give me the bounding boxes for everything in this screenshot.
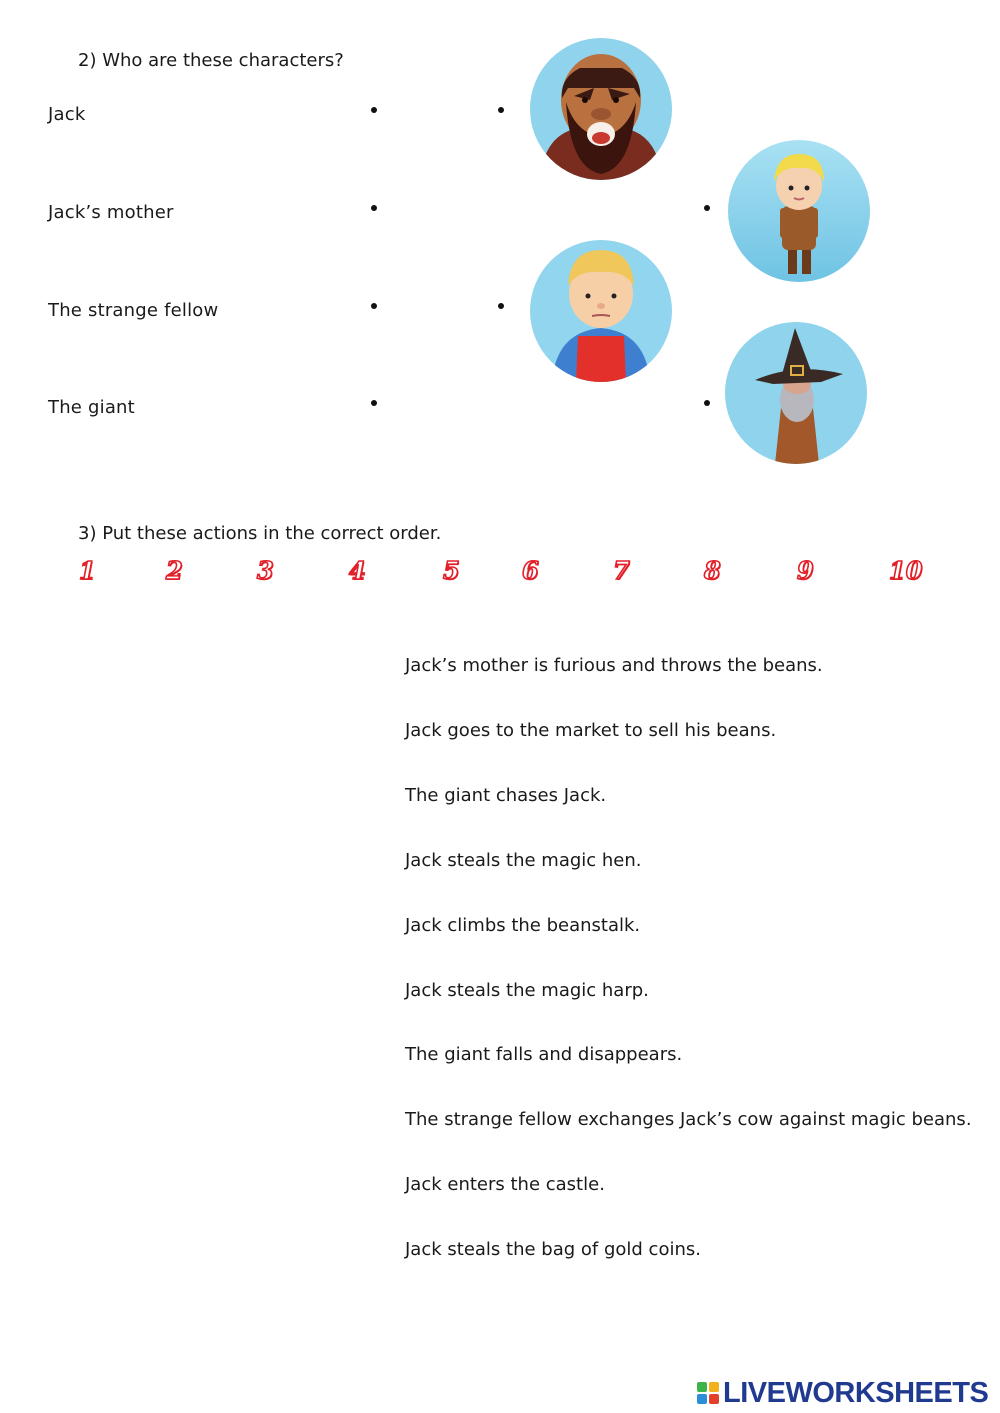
match-dot-right-giant[interactable] [498, 107, 504, 113]
character-name-jack: Jack [48, 104, 86, 125]
giant-portrait [530, 38, 672, 180]
mother-portrait [530, 240, 672, 382]
order-number-9: 9 [797, 556, 814, 585]
action-item-4[interactable]: Jack steals the magic hen. [405, 850, 642, 871]
character-name-giant: The giant [48, 397, 135, 418]
order-number-8: 8 [704, 556, 721, 585]
action-item-6[interactable]: Jack steals the magic harp. [405, 980, 649, 1001]
action-item-10[interactable]: Jack steals the bag of gold coins. [405, 1239, 701, 1260]
action-item-9[interactable]: Jack enters the castle. [405, 1174, 605, 1195]
order-number-1: 1 [79, 556, 96, 585]
order-number-4: 4 [349, 556, 366, 585]
action-item-8[interactable]: The strange fellow exchanges Jack’s cow against magic beans. [405, 1109, 972, 1130]
jack-portrait [728, 140, 870, 282]
strange-fellow-portrait [725, 322, 867, 464]
match-dot-right-mother[interactable] [498, 303, 504, 309]
match-dot-left-4[interactable] [371, 400, 377, 406]
character-name-strange-fellow: The strange fellow [48, 300, 219, 321]
order-number-7: 7 [613, 556, 630, 585]
order-number-6: 6 [522, 556, 539, 585]
logo-mark-icon [697, 1382, 719, 1404]
action-item-7[interactable]: The giant falls and disappears. [405, 1044, 683, 1065]
action-item-1[interactable]: Jack’s mother is furious and throws the beans. [405, 655, 823, 676]
order-number-2: 2 [166, 556, 183, 585]
question-2-title: 2) Who are these characters? [78, 50, 344, 71]
match-dot-left-3[interactable] [371, 303, 377, 309]
order-number-5: 5 [443, 556, 460, 585]
action-item-3[interactable]: The giant chases Jack. [405, 785, 607, 806]
action-item-5[interactable]: Jack climbs the beanstalk. [405, 915, 641, 936]
match-dot-left-2[interactable] [371, 205, 377, 211]
match-dot-right-strange-fellow[interactable] [704, 400, 710, 406]
liveworksheets-logo [697, 1376, 988, 1410]
order-number-10: 10 [889, 556, 923, 585]
character-name-mother: Jack’s mother [48, 202, 174, 223]
match-dot-right-jack[interactable] [704, 205, 710, 211]
action-item-2[interactable]: Jack goes to the market to sell his beans. [405, 720, 777, 741]
logo-text: LIVEWORKSHEETS [723, 1376, 989, 1409]
match-dot-left-1[interactable] [371, 107, 377, 113]
order-number-3: 3 [257, 556, 274, 585]
question-3-title: 3) Put these actions in the correct order. [78, 523, 442, 544]
